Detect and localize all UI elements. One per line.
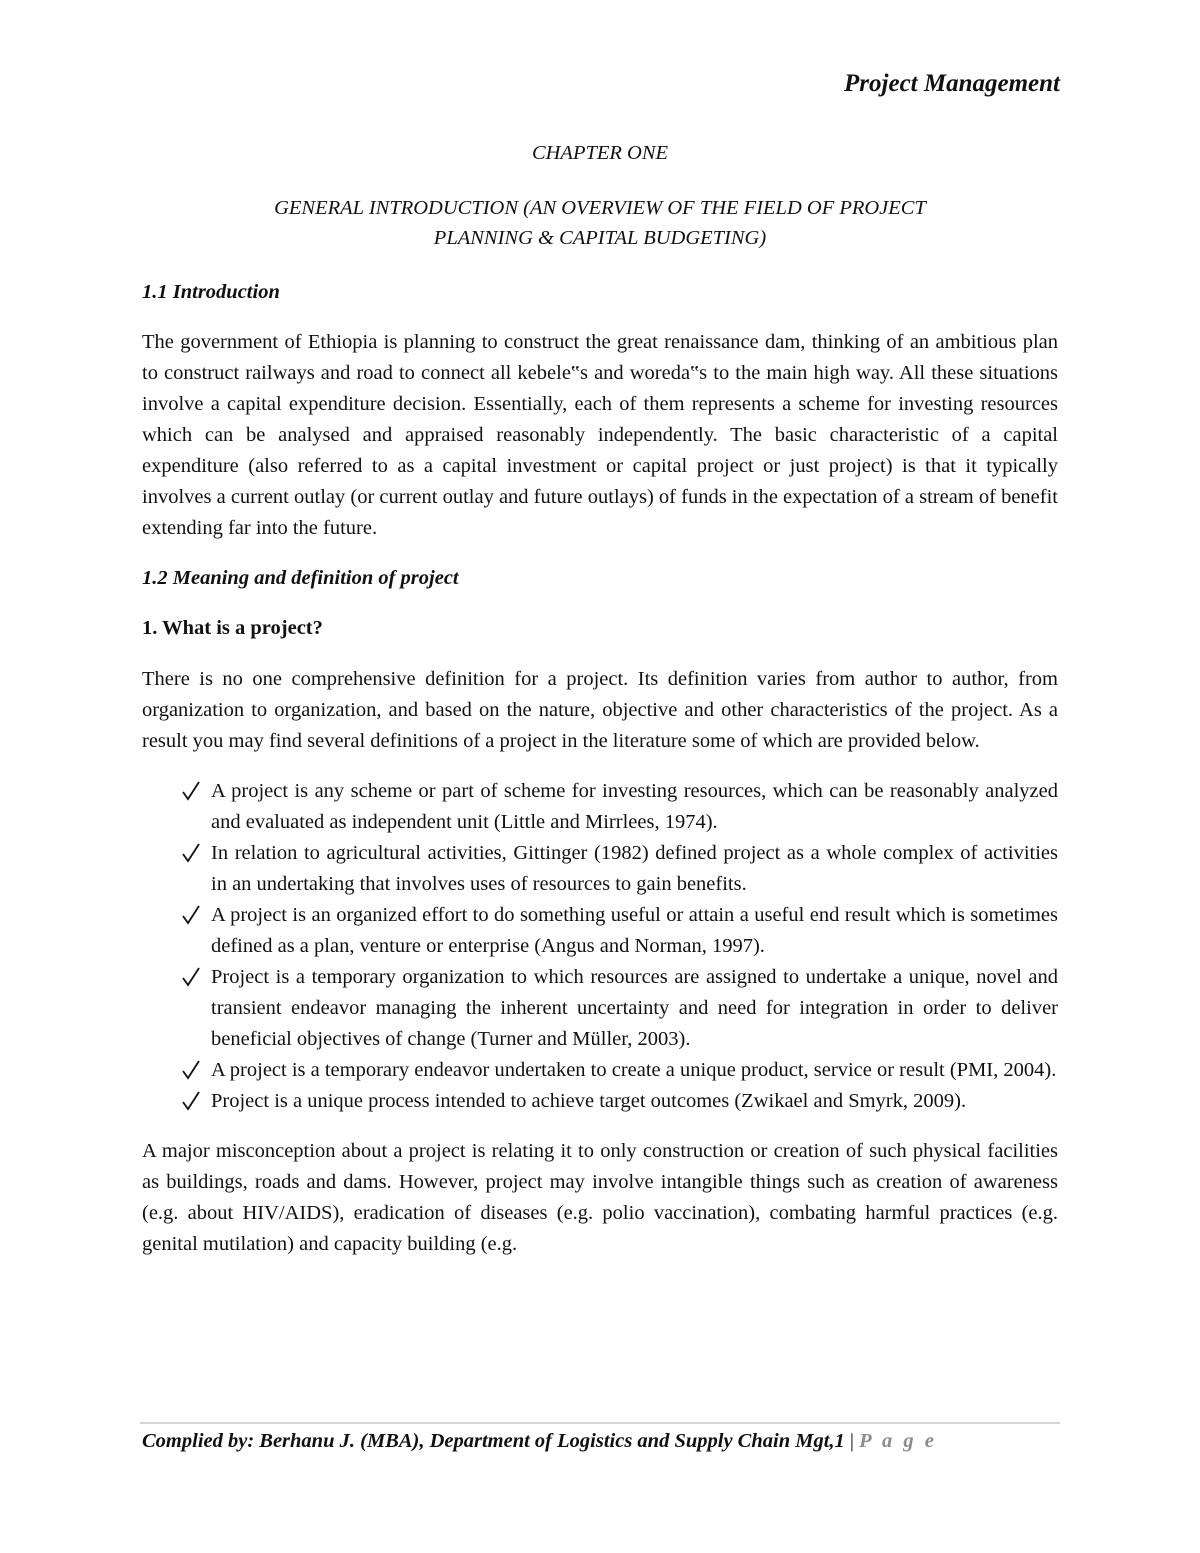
definition-text: A project is any scheme or part of scheme for investing resources, which can be reasonably analyzed and evaluated as independent unit (Little and Mirrlees, 1974). [211, 780, 1058, 833]
list-item [142, 1086, 1058, 1117]
introduction-paragraph: The government of Ethiopia is planning to construct the great renaissance dam, thinking of an ambitious plan to construct railways and road to connect all kebele‟s and woreda‟s to the main high way. All these situations involve a capital expenditure decision. Essentially, each of them represents a scheme for investing resources which can be analysed and appraised reasonably independently. The basic characteristic of a capital expenditure (also referred to as a capital investment or capital project or just project) is that it typically involves a current outlay (or current outlay and future outlays) of funds in the expectation of a stream of benefit extending far into the future. [142, 331, 1058, 539]
list-item [142, 1055, 1058, 1086]
list-item [142, 900, 1058, 962]
list-item [142, 962, 1058, 1055]
section-heading-meaning: 1.2 Meaning and definition of project [142, 567, 459, 589]
chapter-title-line-1: GENERAL INTRODUCTION (AN OVERVIEW OF THE FIELD OF PROJECT [274, 197, 926, 219]
footer-divider [140, 1422, 1060, 1424]
footer-compiled-by: Complied by: Berhanu J. (MBA), Department of Logistics and Supply Chain Mgt, [142, 1430, 835, 1452]
definition-text: In relation to agricultural activities, Gittinger (1982) defined project as a whole complex of activities in an undertaking that involves uses of resources to gain benefits. [211, 842, 1058, 895]
misconception-paragraph: A major misconception about a project is relating it to only construction or creation of such physical facilities as buildings, roads and dams. However, project may involve intangible things such as creation of awareness (e.g. about HIV/AIDS), eradication of diseases (e.g. polio vaccination), combating harmful practices (e.g. genital mutilation) and capacity building (e.g. [142, 1140, 1058, 1255]
definition-text: A project is a temporary endeavor undertaken to create a unique product, service or result (PMI, 2004). [211, 1059, 1057, 1081]
chapter-label: CHAPTER ONE [531, 142, 669, 164]
page-footer [142, 1430, 937, 1453]
check-mark-icon [181, 838, 201, 869]
section-heading-introduction: 1.1 Introduction [142, 281, 280, 303]
definitions-list [142, 776, 1058, 1117]
list-item [142, 776, 1058, 838]
question-heading: 1. What is a project? [142, 617, 323, 639]
definition-text: Project is a temporary organization to which resources are assigned to undertake a unique, novel and transient endeavor managing the inherent uncertainty and need for integration in order to deliver beneficial objectives of change (Turner and Müller, 2003). [211, 966, 1058, 1050]
definitions-intro-paragraph: There is no one comprehensive definition for a project. Its definition varies from author to author, from organization to organization, and based on the nature, objective and other characteristics of the project. As a result you may find several definitions of a project in the literature some of which are provided below. [142, 668, 1058, 752]
running-header: Project Management [844, 70, 1060, 97]
definition-text: Project is a unique process intended to achieve target outcomes (Zwikael and Smyrk, 2009). [211, 1090, 967, 1112]
check-mark-icon [181, 1055, 201, 1086]
chapter-title-line-2: PLANNING & CAPITAL BUDGETING) [433, 227, 767, 249]
list-item [142, 838, 1058, 900]
check-mark-icon [181, 1086, 201, 1117]
definition-text: A project is an organized effort to do something useful or attain a useful end result which is sometimes defined as a plan, venture or enterprise (Angus and Norman, 1997). [211, 904, 1058, 957]
footer-page-number: 1 [834, 1430, 845, 1452]
footer-separator: | [849, 1430, 854, 1452]
chapter-title [142, 193, 1058, 253]
footer-page-label: P a g e [859, 1430, 937, 1452]
check-mark-icon [181, 776, 201, 807]
check-mark-icon [181, 900, 201, 931]
check-mark-icon [181, 962, 201, 993]
page-content [142, 138, 1058, 1279]
